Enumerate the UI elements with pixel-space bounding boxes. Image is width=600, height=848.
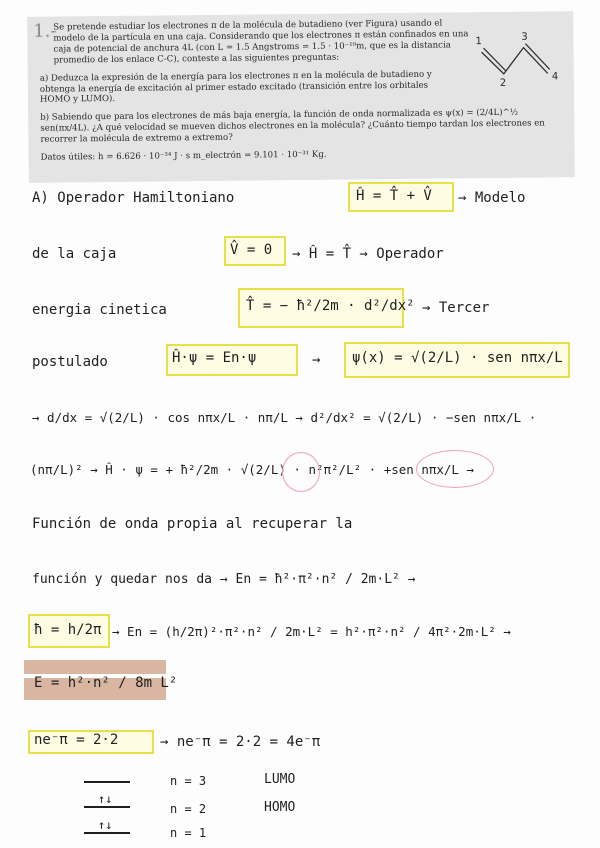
problem-statement [27, 11, 575, 183]
question-b: b) Sabiendo que para los electrones de más baja energía, la función de onda normalizada es ψ(x) = (2/4L)^½ sen(πx/4L). ¿A qué velocidad se mueven dichos electrones en la molécula? ¿Cuánto tiempo tardan los electrones en recorrer la molécula de extremo a extremo? [40, 108, 545, 145]
final-energy-eq: E = h²·n² / 8m L² [34, 675, 178, 691]
wavefunction-eq: ψ(x) = √(2/L) · sen nπx/L [352, 350, 563, 366]
homo-label: HOMO [264, 800, 296, 815]
note-line-2c: → Ĥ = T̂ → Operador [292, 246, 444, 262]
level-n1-spins: ↑↓ [98, 818, 113, 832]
circle-normalization [282, 452, 320, 492]
level-n2-line [84, 806, 130, 808]
carbon-3-label: 3 [521, 31, 528, 43]
butadiene-skeleton [471, 33, 562, 92]
note-line-1c: → Modelo [458, 190, 526, 206]
problem-marker: 1.- [33, 20, 57, 42]
level-n3-label: n = 3 [170, 774, 207, 788]
carbon-1-label: 1 [475, 36, 482, 48]
note-line-4c: → [312, 352, 321, 368]
level-n2-label: n = 2 [170, 802, 207, 816]
note-line-3c: → Tercer [422, 300, 490, 316]
question-a: a) Deduzca la expresión de la energía para los electrones π en la molécula de butadieno y obtenga la energía de excitación al primer estado excitado (transición entre los orbitales HOMO y LUMO). [39, 69, 432, 106]
level-n2-spins: ↑↓ [98, 792, 113, 806]
carbon-4-label: 4 [551, 71, 559, 83]
problem-intro: Se pretende estudiar los electrones π de la molécula de butadieno (ver Figura) usando el modelo de la partícula en una caja. Considerando que los electrones π están confinados en una caja de potencial de anchura 4L (con L = 1.5 Angstroms = 1.5 · 10⁻¹⁰m, que es la distancia promedio de los enlace C-C), conteste a las siguientes preguntas: [53, 18, 469, 66]
potential-eq: V̂ = 0 [230, 242, 273, 258]
level-n1-label: n = 1 [170, 826, 207, 840]
hamiltonian-applied-line: (nπ/L)² → Ĥ · ψ = + ħ²/2m · √(2/L) · n²π²/L² · +sen nπx/L → [30, 462, 475, 477]
circle-sine [416, 450, 494, 488]
lumo-label: LUMO [264, 772, 296, 787]
hamiltonian-eq: Ĥ = T̂ + V̂ [356, 188, 432, 204]
useful-data: Datos útiles: h = 6.626 · 10⁻³⁴ J · s m_electrón = 9.101 · 10⁻³¹ Kg. [40, 149, 327, 163]
hbar-eq: ħ = h/2π [34, 622, 102, 638]
carbon-2-label: 2 [499, 77, 507, 89]
note-line-3a: energia cinetica [32, 302, 167, 318]
note-line-4a: postulado [32, 354, 108, 370]
note-line-7: Función de onda propia al recuperar la [32, 516, 353, 532]
energy-substitution-line: → En = (h/2π)²·π²·n² / 2m·L² = h²·π²·n² / 4π²·2m·L² → [112, 624, 511, 639]
level-n1-line [84, 832, 130, 834]
electron-count-line: → ne⁻π = 2·2 = 4e⁻π [160, 734, 321, 750]
derivatives-line: → d/dx = √(2/L) · cos nπx/L · nπ/L → d²/dx² = √(2/L) · −sen nπx/L · [32, 410, 537, 425]
kinetic-operator-eq: T̂ = − ħ²/2m · d²/dx² [246, 298, 415, 314]
schrodinger-eq: Ĥ·ψ = En·ψ [172, 350, 257, 366]
energy-line: función y quedar nos da → En = ħ²·π²·n² / 2m·L² → [32, 572, 416, 587]
electron-count-eq: ne⁻π = 2·2 [34, 732, 119, 748]
note-line-1a: A) Operador Hamiltoniano [32, 190, 235, 206]
level-n3-line [84, 781, 130, 783]
highlight-final-energy-top [24, 660, 166, 674]
note-line-2a: de la caja [32, 246, 117, 262]
butadiene-figure [471, 33, 562, 92]
